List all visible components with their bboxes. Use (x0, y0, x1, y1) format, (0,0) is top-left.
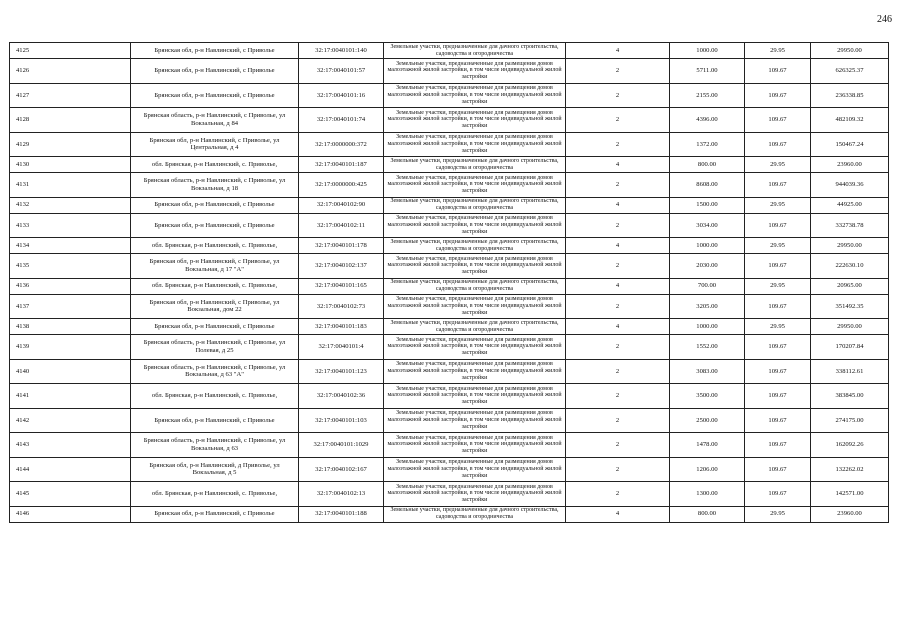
address-cell: Брянская область, р-н Навлинский, с Приволье, ул Вокзальная, д 84 (131, 108, 299, 133)
row-number-cell: 4139 (10, 335, 131, 360)
permitted-use-cell: Земельные участки, предназначенные для размещения домов малоэтажной жилой застройки, в том числе индивидуальной жилой застройки (384, 132, 566, 157)
permitted-use-cell: Земельные участки, предназначенные для размещения домов малоэтажной жилой застройки, в том числе индивидуальной жилой застройки (384, 482, 566, 507)
row-number-cell: 4126 (10, 59, 131, 84)
table-row (10, 197, 889, 213)
group-number-cell: 2 (566, 408, 670, 433)
row-number-cell: 4135 (10, 254, 131, 279)
group-number-cell: 2 (566, 108, 670, 133)
specific-value-cell: 109.67 (745, 433, 811, 458)
group-number-cell: 4 (566, 43, 670, 59)
specific-value-cell: 109.67 (745, 457, 811, 482)
table-row (10, 43, 889, 59)
cadastral-value-cell: 170207.84 (811, 335, 889, 360)
row-number-cell: 4141 (10, 384, 131, 409)
group-number-cell: 2 (566, 213, 670, 238)
area-cell: 800.00 (670, 506, 745, 522)
specific-value-cell: 109.67 (745, 213, 811, 238)
group-number-cell: 4 (566, 319, 670, 335)
cadastral-number-cell: 32:17:0040102:90 (299, 197, 384, 213)
table-row (10, 132, 889, 157)
row-number-cell: 4142 (10, 408, 131, 433)
address-cell: Брянская обл, р-н Навлинский, с Приволье (131, 43, 299, 59)
area-cell: 1206.00 (670, 457, 745, 482)
cadastral-value-cell: 351492.35 (811, 294, 889, 319)
address-cell: Брянская обл, р-н Навлинский, с Приволье (131, 506, 299, 522)
cadastral-number-cell: 32:17:0040101:1029 (299, 433, 384, 458)
table-row (10, 59, 889, 84)
permitted-use-cell: Земельные участки, предназначенные для размещения домов малоэтажной жилой застройки, в том числе индивидуальной жилой застройки (384, 408, 566, 433)
row-number-cell: 4136 (10, 278, 131, 294)
group-number-cell: 2 (566, 359, 670, 384)
group-number-cell: 4 (566, 278, 670, 294)
specific-value-cell: 29.95 (745, 506, 811, 522)
cadastral-number-cell: 32:17:0040101:140 (299, 43, 384, 59)
address-cell: Брянская область, р-н Навлинский, с Приволье, ул Полевая, д 25 (131, 335, 299, 360)
group-number-cell: 4 (566, 197, 670, 213)
area-cell: 4396.00 (670, 108, 745, 133)
area-cell: 1500.00 (670, 197, 745, 213)
table-row (10, 294, 889, 319)
area-cell: 3034.00 (670, 213, 745, 238)
area-cell: 700.00 (670, 278, 745, 294)
row-number-cell: 4134 (10, 238, 131, 254)
specific-value-cell: 109.67 (745, 132, 811, 157)
specific-value-cell: 109.67 (745, 108, 811, 133)
table-row (10, 83, 889, 108)
row-number-cell: 4128 (10, 108, 131, 133)
cadastral-value-cell: 20965.00 (811, 278, 889, 294)
table-row (10, 254, 889, 279)
address-cell: обл. Брянская, р-н Навлинский, с. Приволье, (131, 238, 299, 254)
row-number-cell: 4145 (10, 482, 131, 507)
row-number-cell: 4138 (10, 319, 131, 335)
cadastral-value-cell: 482109.32 (811, 108, 889, 133)
table-row (10, 319, 889, 335)
group-number-cell: 2 (566, 254, 670, 279)
cadastral-value-cell: 222630.10 (811, 254, 889, 279)
specific-value-cell: 109.67 (745, 173, 811, 198)
area-cell: 2030.00 (670, 254, 745, 279)
address-cell: Брянская обл, р-н Навлинский, с Приволье (131, 319, 299, 335)
group-number-cell: 2 (566, 173, 670, 198)
permitted-use-cell: Земельные участки, предназначенные для дачного строительства, садоводства и огородничества (384, 506, 566, 522)
row-number-cell: 4125 (10, 43, 131, 59)
table-row (10, 384, 889, 409)
specific-value-cell: 109.67 (745, 408, 811, 433)
permitted-use-cell: Земельные участки, предназначенные для размещения домов малоэтажной жилой застройки, в том числе индивидуальной жилой застройки (384, 457, 566, 482)
group-number-cell: 2 (566, 83, 670, 108)
table-row (10, 457, 889, 482)
permitted-use-cell: Земельные участки, предназначенные для размещения домов малоэтажной жилой застройки, в том числе индивидуальной жилой застройки (384, 433, 566, 458)
permitted-use-cell: Земельные участки, предназначенные для дачного строительства, садоводства и огородничества (384, 197, 566, 213)
table-row (10, 173, 889, 198)
cadastral-number-cell: 32:17:0040101:57 (299, 59, 384, 84)
group-number-cell: 2 (566, 482, 670, 507)
permitted-use-cell: Земельные участки, предназначенные для дачного строительства, садоводства и огородничества (384, 278, 566, 294)
permitted-use-cell: Земельные участки, предназначенные для размещения домов малоэтажной жилой застройки, в том числе индивидуальной жилой застройки (384, 335, 566, 360)
group-number-cell: 2 (566, 384, 670, 409)
specific-value-cell: 109.67 (745, 384, 811, 409)
table-row (10, 359, 889, 384)
address-cell: Брянская обл, р-н Навлинский, с Приволье (131, 59, 299, 84)
cadastral-number-cell: 32:17:0040101:178 (299, 238, 384, 254)
specific-value-cell: 109.67 (745, 59, 811, 84)
cadastral-value-cell: 29950.00 (811, 238, 889, 254)
cadastral-value-cell: 383845.00 (811, 384, 889, 409)
area-cell: 1000.00 (670, 238, 745, 254)
group-number-cell: 2 (566, 457, 670, 482)
permitted-use-cell: Земельные участки, предназначенные для размещения домов малоэтажной жилой застройки, в том числе индивидуальной жилой застройки (384, 254, 566, 279)
specific-value-cell: 29.95 (745, 238, 811, 254)
cadastral-value-cell: 236338.85 (811, 83, 889, 108)
address-cell: обл. Брянская, р-н Навлинский, с. Приволье, (131, 278, 299, 294)
table-row (10, 482, 889, 507)
specific-value-cell: 109.67 (745, 83, 811, 108)
table-row (10, 408, 889, 433)
specific-value-cell: 109.67 (745, 482, 811, 507)
specific-value-cell: 109.67 (745, 335, 811, 360)
specific-value-cell: 29.95 (745, 319, 811, 335)
cadastral-value-cell: 162092.26 (811, 433, 889, 458)
row-number-cell: 4129 (10, 132, 131, 157)
address-cell: обл. Брянская, р-н Навлинский, с. Приволье, (131, 157, 299, 173)
cadastral-value-cell: 23960.00 (811, 506, 889, 522)
specific-value-cell: 29.95 (745, 278, 811, 294)
row-number-cell: 4144 (10, 457, 131, 482)
address-cell: Брянская обл, р-н Навлинский, с Приволье, ул Вокзальная, дом 22 (131, 294, 299, 319)
address-cell: обл. Брянская, р-н Навлинский, с. Приволье, (131, 482, 299, 507)
area-cell: 1000.00 (670, 319, 745, 335)
table-row (10, 433, 889, 458)
cadastral-number-cell: 32:17:0040101:74 (299, 108, 384, 133)
permitted-use-cell: Земельные участки, предназначенные для дачного строительства, садоводства и огородничества (384, 157, 566, 173)
address-cell: Брянская обл, р-н Навлинский, с Приволье (131, 408, 299, 433)
address-cell: обл. Брянская, р-н Навлинский, с. Приволье, (131, 384, 299, 409)
table-row (10, 335, 889, 360)
group-number-cell: 4 (566, 506, 670, 522)
area-cell: 3083.00 (670, 359, 745, 384)
row-number-cell: 4143 (10, 433, 131, 458)
address-cell: Брянская область, р-н Навлинский, с Приволье, ул Вокзальная, д 63 "А" (131, 359, 299, 384)
cadastral-value-cell: 29950.00 (811, 319, 889, 335)
permitted-use-cell: Земельные участки, предназначенные для размещения домов малоэтажной жилой застройки, в том числе индивидуальной жилой застройки (384, 83, 566, 108)
row-number-cell: 4132 (10, 197, 131, 213)
cadastral-value-cell: 338112.61 (811, 359, 889, 384)
area-cell: 1552.00 (670, 335, 745, 360)
cadastral-number-cell: 32:17:0040101:183 (299, 319, 384, 335)
address-cell: Брянская обл, р-н Навлинский, с Приволье, ул Центральная, д 4 (131, 132, 299, 157)
permitted-use-cell: Земельные участки, предназначенные для дачного строительства, садоводства и огородничества (384, 319, 566, 335)
row-number-cell: 4133 (10, 213, 131, 238)
address-cell: Брянская обл, р-н Навлинский, с Приволье (131, 197, 299, 213)
area-cell: 2155.00 (670, 83, 745, 108)
cadastral-value-cell: 44925.00 (811, 197, 889, 213)
specific-value-cell: 29.95 (745, 43, 811, 59)
permitted-use-cell: Земельные участки, предназначенные для дачного строительства, садоводства и огородничества (384, 43, 566, 59)
cadastral-number-cell: 32:17:0040102:11 (299, 213, 384, 238)
row-number-cell: 4137 (10, 294, 131, 319)
area-cell: 2500.00 (670, 408, 745, 433)
cadastral-number-cell: 32:17:0040102:137 (299, 254, 384, 279)
land-plot-registry-table (9, 42, 889, 523)
cadastral-number-cell: 32:17:0040101:4 (299, 335, 384, 360)
address-cell: Брянская обл, р-н Навлинский, д Приволье, ул Вокзальная, д 5 (131, 457, 299, 482)
cadastral-number-cell: 32:17:0040102:73 (299, 294, 384, 319)
permitted-use-cell: Земельные участки, предназначенные для размещения домов малоэтажной жилой застройки, в том числе индивидуальной жилой застройки (384, 294, 566, 319)
cadastral-value-cell: 944039.36 (811, 173, 889, 198)
permitted-use-cell: Земельные участки, предназначенные для размещения домов малоэтажной жилой застройки, в том числе индивидуальной жилой застройки (384, 359, 566, 384)
cadastral-value-cell: 142571.00 (811, 482, 889, 507)
address-cell: Брянская область, р-н Навлинский, с Приволье, ул Вокзальная, д 63 (131, 433, 299, 458)
area-cell: 8608.00 (670, 173, 745, 198)
group-number-cell: 2 (566, 335, 670, 360)
cadastral-number-cell: 32:17:0040101:187 (299, 157, 384, 173)
group-number-cell: 2 (566, 294, 670, 319)
cadastral-value-cell: 274175.00 (811, 408, 889, 433)
table-row (10, 238, 889, 254)
specific-value-cell: 29.95 (745, 157, 811, 173)
table-row (10, 213, 889, 238)
cadastral-value-cell: 23960.00 (811, 157, 889, 173)
table-row (10, 108, 889, 133)
row-number-cell: 4131 (10, 173, 131, 198)
cadastral-number-cell: 32:17:0040101:103 (299, 408, 384, 433)
group-number-cell: 2 (566, 433, 670, 458)
page-number: 246 (877, 14, 892, 25)
group-number-cell: 4 (566, 157, 670, 173)
group-number-cell: 4 (566, 238, 670, 254)
permitted-use-cell: Земельные участки, предназначенные для размещения домов малоэтажной жилой застройки, в том числе индивидуальной жилой застройки (384, 108, 566, 133)
cadastral-number-cell: 32:17:0000000:425 (299, 173, 384, 198)
specific-value-cell: 29.95 (745, 197, 811, 213)
address-cell: Брянская область, р-н Навлинский, с Приволье, ул Вокзальная, д 18 (131, 173, 299, 198)
permitted-use-cell: Земельные участки, предназначенные для размещения домов малоэтажной жилой застройки, в том числе индивидуальной жилой застройки (384, 384, 566, 409)
permitted-use-cell: Земельные участки, предназначенные для размещения домов малоэтажной жилой застройки, в том числе индивидуальной жилой застройки (384, 173, 566, 198)
address-cell: Брянская обл, р-н Навлинский, с Приволье (131, 83, 299, 108)
permitted-use-cell: Земельные участки, предназначенные для размещения домов малоэтажной жилой застройки, в том числе индивидуальной жилой застройки (384, 213, 566, 238)
address-cell: Брянская обл, р-н Навлинский, с Приволье (131, 213, 299, 238)
cadastral-value-cell: 626325.37 (811, 59, 889, 84)
cadastral-number-cell: 32:17:0040102:167 (299, 457, 384, 482)
specific-value-cell: 109.67 (745, 254, 811, 279)
area-cell: 1478.00 (670, 433, 745, 458)
area-cell: 3500.00 (670, 384, 745, 409)
table-body (10, 43, 889, 523)
row-number-cell: 4140 (10, 359, 131, 384)
permitted-use-cell: Земельные участки, предназначенные для дачного строительства, садоводства и огородничества (384, 238, 566, 254)
cadastral-number-cell: 32:17:0040101:165 (299, 278, 384, 294)
cadastral-value-cell: 132262.02 (811, 457, 889, 482)
specific-value-cell: 109.67 (745, 359, 811, 384)
address-cell: Брянская обл, р-н Навлинский, с Приволье, ул Вокзальная, д 17 "А" (131, 254, 299, 279)
cadastral-number-cell: 32:17:0040102:36 (299, 384, 384, 409)
area-cell: 1000.00 (670, 43, 745, 59)
area-cell: 800.00 (670, 157, 745, 173)
row-number-cell: 4127 (10, 83, 131, 108)
cadastral-number-cell: 32:17:0040102:13 (299, 482, 384, 507)
table-row (10, 157, 889, 173)
group-number-cell: 2 (566, 132, 670, 157)
cadastral-number-cell: 32:17:0040101:16 (299, 83, 384, 108)
permitted-use-cell: Земельные участки, предназначенные для размещения домов малоэтажной жилой застройки, в том числе индивидуальной жилой застройки (384, 59, 566, 84)
row-number-cell: 4146 (10, 506, 131, 522)
group-number-cell: 2 (566, 59, 670, 84)
table-row (10, 278, 889, 294)
cadastral-number-cell: 32:17:0000000:372 (299, 132, 384, 157)
area-cell: 1372.00 (670, 132, 745, 157)
cadastral-value-cell: 29950.00 (811, 43, 889, 59)
area-cell: 5711.00 (670, 59, 745, 84)
table-row (10, 506, 889, 522)
area-cell: 3205.00 (670, 294, 745, 319)
specific-value-cell: 109.67 (745, 294, 811, 319)
cadastral-value-cell: 332738.78 (811, 213, 889, 238)
cadastral-number-cell: 32:17:0040101:188 (299, 506, 384, 522)
row-number-cell: 4130 (10, 157, 131, 173)
area-cell: 1300.00 (670, 482, 745, 507)
cadastral-number-cell: 32:17:0040101:123 (299, 359, 384, 384)
cadastral-value-cell: 150467.24 (811, 132, 889, 157)
